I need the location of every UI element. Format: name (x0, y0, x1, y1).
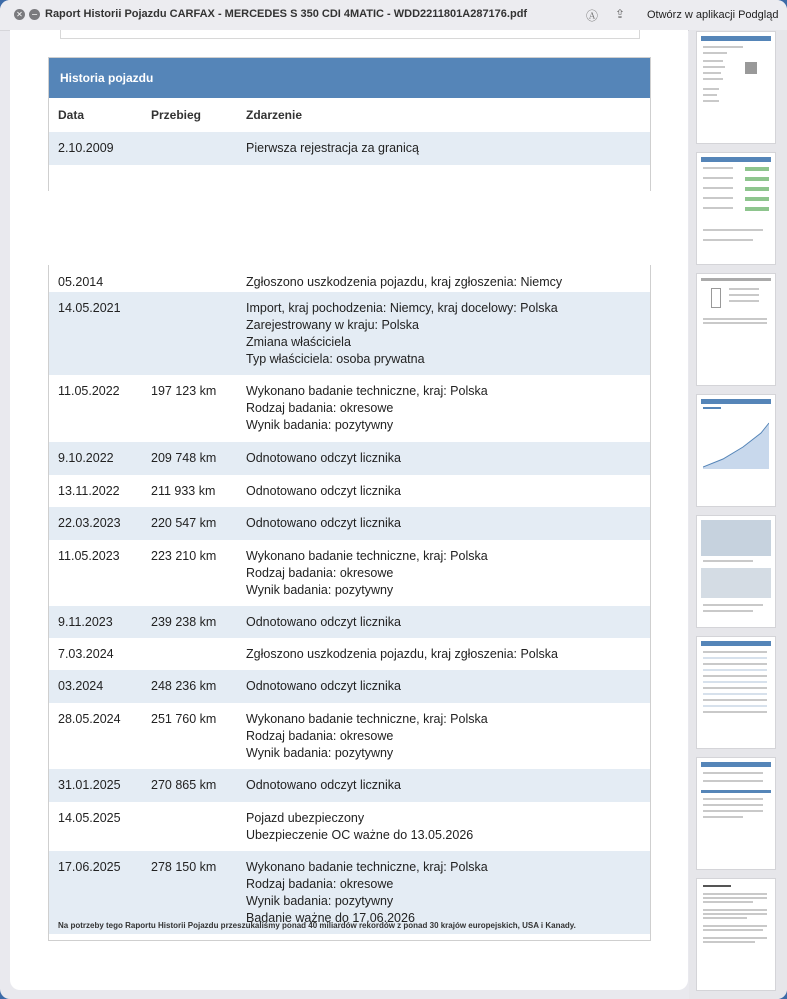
footnote: Na potrzeby tego Raportu Historii Pojazdu przeszukaliśmy ponad 40 miliardów rekordów z ponad 30 krajów europejskich, USA i Kanady. (58, 921, 576, 930)
event-line: Typ właściciela: osoba prywatna (246, 352, 425, 366)
page-thumbnail-1[interactable] (697, 32, 775, 143)
event-line: Wykonano badanie techniczne, kraj: Polska (246, 712, 488, 726)
row-event (246, 859, 488, 927)
row-mileage: 209 748 km (151, 451, 217, 465)
event-line: Odnotowano odczyt licznika (246, 516, 401, 530)
event-line: Wynik badania: pozytywny (246, 746, 394, 760)
row-mileage: 278 150 km (151, 860, 217, 874)
event-line: Wynik badania: pozytywny (246, 418, 394, 432)
event-line: Odnotowano odczyt licznika (246, 484, 401, 498)
row-event (246, 140, 419, 157)
event-line: Rodzaj badania: okresowe (246, 401, 394, 415)
event-line: Wykonano badanie techniczne, kraj: Polska (246, 860, 488, 874)
table-row (49, 802, 650, 851)
event-line: Odnotowano odczyt licznika (246, 778, 401, 792)
row-mileage: 197 123 km (151, 384, 217, 398)
event-line: Zgłoszono uszkodzenia pojazdu, kraj zgłoszenia: Polska (246, 647, 558, 661)
row-date: 03.2024 (58, 679, 104, 693)
history-panel (48, 57, 651, 941)
event-line: Wynik badania: pozytywny (246, 583, 394, 597)
row-event (246, 646, 558, 663)
row-date: 28.05.2024 (58, 712, 121, 726)
event-line: Rodzaj badania: okresowe (246, 729, 394, 743)
open-in-preview-button[interactable]: Otwórz w aplikacji Podgląd (647, 9, 779, 21)
event-line: Wykonano badanie techniczne, kraj: Polska (246, 384, 488, 398)
page-thumbnail-5[interactable] (697, 516, 775, 627)
table-row (49, 606, 650, 638)
minimize-icon[interactable]: − (29, 9, 40, 20)
row-date: 2.10.2009 (58, 141, 114, 155)
history-title: Historia pojazdu (60, 71, 154, 85)
event-line: Odnotowano odczyt licznika (246, 451, 401, 465)
row-event (246, 777, 401, 794)
thumbnail-sidebar (689, 30, 787, 999)
row-mileage: 270 865 km (151, 778, 217, 792)
event-line: Wykonano badanie techniczne, kraj: Polska (246, 549, 488, 563)
row-event (246, 548, 488, 599)
row-mileage: 223 210 km (151, 549, 217, 563)
column-event: Zdarzenie (246, 108, 303, 122)
event-line: Ubezpieczenie OC ważne do 13.05.2026 (246, 828, 474, 842)
event-line: Rodzaj badania: okresowe (246, 566, 394, 580)
row-date: 9.11.2023 (58, 615, 113, 629)
row-date: 05.2014 (58, 275, 104, 289)
table-row (49, 475, 650, 507)
row-event (246, 614, 401, 631)
row-date: 13.11.2022 (58, 484, 120, 498)
row-date: 11.05.2023 (58, 549, 120, 563)
window-title: Raport Historii Pojazdu CARFAX - MERCEDES S 350 CDI 4MATIC - WDD2211801A287176.pdf (45, 8, 528, 20)
row-mileage: 251 760 km (151, 712, 217, 726)
event-line: Odnotowano odczyt licznika (246, 679, 401, 693)
page-break-gap (47, 191, 652, 265)
table-row (49, 703, 650, 769)
event-line: Badanie ważne do 17.06.2026 (246, 911, 415, 925)
row-event (246, 450, 401, 467)
event-line: Pojazd ubezpieczony (246, 811, 365, 825)
table-row (49, 540, 650, 606)
row-event (246, 711, 488, 762)
column-mileage: Przebieg (151, 108, 202, 122)
row-date: 9.10.2022 (58, 451, 114, 465)
row-mileage: 239 238 km (151, 615, 217, 629)
table-row (49, 292, 650, 375)
table-row (49, 670, 650, 703)
event-line: Zgłoszono uszkodzenia pojazdu, kraj zgłoszenia: Niemcy (246, 275, 563, 289)
row-event (246, 300, 558, 368)
page-thumbnail-8[interactable] (697, 879, 775, 990)
annotate-icon[interactable]: Ⓐ (586, 9, 599, 23)
page-thumbnail-3[interactable] (697, 274, 775, 385)
table-row (49, 638, 650, 670)
row-date: 7.03.2024 (58, 647, 114, 661)
event-line: Odnotowano odczyt licznika (246, 615, 401, 629)
row-mileage: 248 236 km (151, 679, 217, 693)
table-row (49, 266, 650, 292)
row-event (246, 274, 562, 291)
history-header (49, 58, 650, 98)
table-row (49, 507, 650, 540)
table-row (49, 769, 650, 802)
row-event (246, 383, 488, 434)
event-line: Import, kraj pochodzenia: Niemcy, kraj docelowy: Polska (246, 301, 558, 315)
page-thumbnail-6[interactable] (697, 637, 775, 748)
row-event (246, 515, 401, 532)
document-page[interactable] (10, 30, 688, 990)
close-icon[interactable]: ✕ (14, 9, 25, 20)
page-thumbnail-2[interactable] (697, 153, 775, 264)
row-mileage: 211 933 km (151, 484, 216, 498)
event-line: Wynik badania: pozytywny (246, 894, 394, 908)
event-line: Zmiana właściciela (246, 335, 351, 349)
table-row (49, 132, 650, 165)
row-date: 14.05.2025 (58, 811, 121, 825)
row-event (246, 810, 473, 844)
table-row (49, 442, 650, 475)
share-icon[interactable]: ⇪ (615, 7, 626, 21)
page-thumbnail-4[interactable] (697, 395, 775, 506)
table-header (49, 98, 650, 132)
row-date: 17.06.2025 (58, 860, 121, 874)
row-event (246, 483, 401, 500)
row-date: 11.05.2022 (58, 384, 120, 398)
event-line: Zarejestrowany w kraju: Polska (246, 318, 419, 332)
row-date: 22.03.2023 (58, 516, 121, 530)
title-bar (0, 0, 787, 31)
event-line: Rodzaj badania: okresowe (246, 877, 394, 891)
row-date: 31.01.2025 (58, 778, 121, 792)
row-date: 14.05.2021 (58, 301, 121, 315)
row-event (246, 678, 401, 695)
row-mileage: 220 547 km (151, 516, 217, 530)
previous-section-box (60, 30, 640, 39)
event-line: Pierwsza rejestracja za granicą (246, 141, 419, 155)
table-row (49, 375, 650, 442)
column-date: Data (58, 108, 85, 122)
page-thumbnail-7[interactable] (697, 758, 775, 869)
